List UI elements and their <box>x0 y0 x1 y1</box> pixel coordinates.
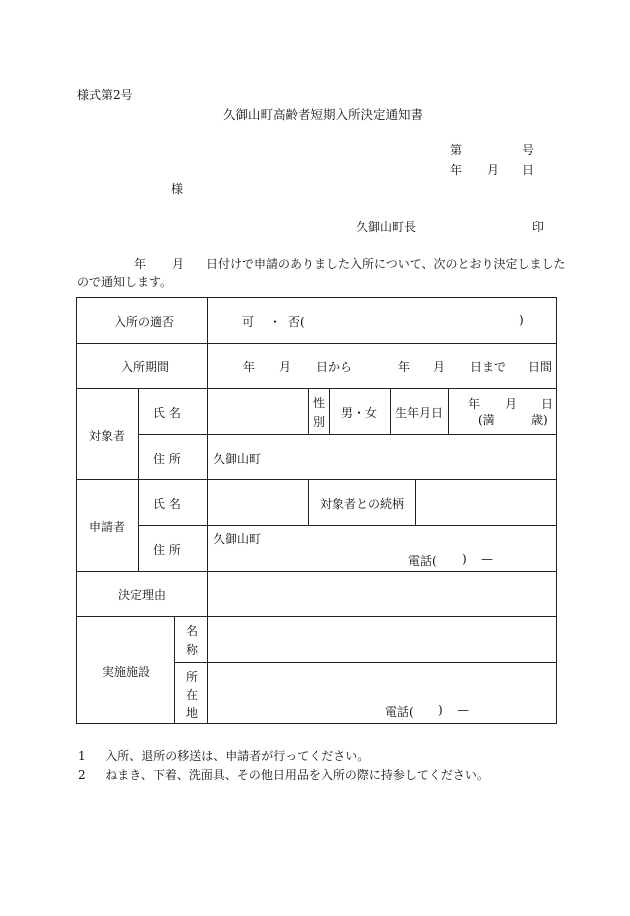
applicant-phone-close: ) <box>462 552 467 566</box>
subject-sex-options[interactable]: 男・女 <box>341 406 378 420</box>
subject-age-open: (満 <box>478 413 495 427</box>
applicant-phone-label: 電話( <box>408 554 437 568</box>
applicant-address-label: 住 所 <box>153 543 181 557</box>
body-month: 月 <box>172 257 185 271</box>
addressee-suffix: 様 <box>171 182 184 196</box>
decision-option-yes[interactable]: 可 <box>242 315 255 329</box>
subject-dob-day: 日 <box>541 397 554 411</box>
period-to-year: 年 <box>398 360 411 374</box>
decision-table <box>76 297 557 724</box>
decision-separator: ・ <box>269 315 282 329</box>
note-2-text: ねまき、下着、洗面具、その他日用品を入所の際に持参してください。 <box>105 768 489 782</box>
facility-location-label-1: 所 <box>186 670 199 684</box>
facility-name-label-1: 名 <box>186 624 199 638</box>
period-to-month: 月 <box>433 360 446 374</box>
subject-sex-label-1: 性 <box>313 396 326 410</box>
decision-label: 入所の適否 <box>114 315 175 329</box>
date-year: 年 <box>450 163 463 177</box>
subject-sex-label-2: 別 <box>313 415 326 429</box>
doc-number-suffix: 号 <box>522 143 535 157</box>
subject-dob-year: 年 <box>468 397 481 411</box>
facility-location-label-2: 在 <box>186 688 199 702</box>
body-line2: ので通知します。 <box>77 275 173 289</box>
applicant-name-label: 氏 名 <box>153 497 181 511</box>
subject-name-label: 氏 名 <box>153 406 181 420</box>
subject-dob-label: 生年月日 <box>395 406 444 420</box>
facility-phone-dash: — <box>457 703 469 717</box>
period-from-year: 年 <box>243 360 256 374</box>
period-to-day: 日まで <box>470 360 507 374</box>
applicant-address-value: 久御山町 <box>213 532 262 546</box>
applicant-phone-dash: — <box>481 552 493 566</box>
decision-close-paren: ) <box>519 313 524 327</box>
document-title: 久御山町高齢者短期入所決定通知書 <box>223 107 424 122</box>
applicant-group-label: 申請者 <box>89 520 126 534</box>
period-from-day: 日から <box>316 360 353 374</box>
facility-location-label-3: 地 <box>186 706 199 720</box>
subject-address-label: 住 所 <box>153 452 181 466</box>
applicant-relation-label: 対象者との続柄 <box>320 497 405 511</box>
facility-name-label-2: 称 <box>186 643 199 657</box>
doc-number-prefix: 第 <box>450 143 463 157</box>
subject-age-close: 歳) <box>531 413 548 427</box>
period-label: 入所期間 <box>121 360 170 374</box>
body-line1: 日付けで申請のありました入所について、次のとおり決定しました <box>206 257 566 271</box>
seal-mark: 印 <box>532 220 545 234</box>
facility-group-label: 実施施設 <box>102 665 151 679</box>
issuer-name: 久御山町長 <box>356 220 417 234</box>
body-year: 年 <box>134 257 147 271</box>
subject-address-value: 久御山町 <box>213 452 262 466</box>
note-1-number: 1 <box>78 749 86 763</box>
facility-phone-label: 電話( <box>385 705 414 719</box>
subject-group-label: 対象者 <box>89 429 126 443</box>
date-month: 月 <box>487 163 500 177</box>
period-days: 日間 <box>528 360 553 374</box>
date-day: 日 <box>522 163 535 177</box>
note-2-number: 2 <box>78 768 86 782</box>
facility-phone-close: ) <box>438 703 443 717</box>
reason-label: 決定理由 <box>118 588 167 602</box>
note-1 <box>78 747 369 764</box>
note-1-text: 入所、退所の移送は、申請者が行ってください。 <box>105 749 370 763</box>
subject-dob-month: 月 <box>505 397 518 411</box>
note-2 <box>78 766 489 783</box>
decision-option-no[interactable]: 否( <box>288 315 305 329</box>
form-number: 様式第2号 <box>77 88 133 102</box>
period-from-month: 月 <box>279 360 292 374</box>
